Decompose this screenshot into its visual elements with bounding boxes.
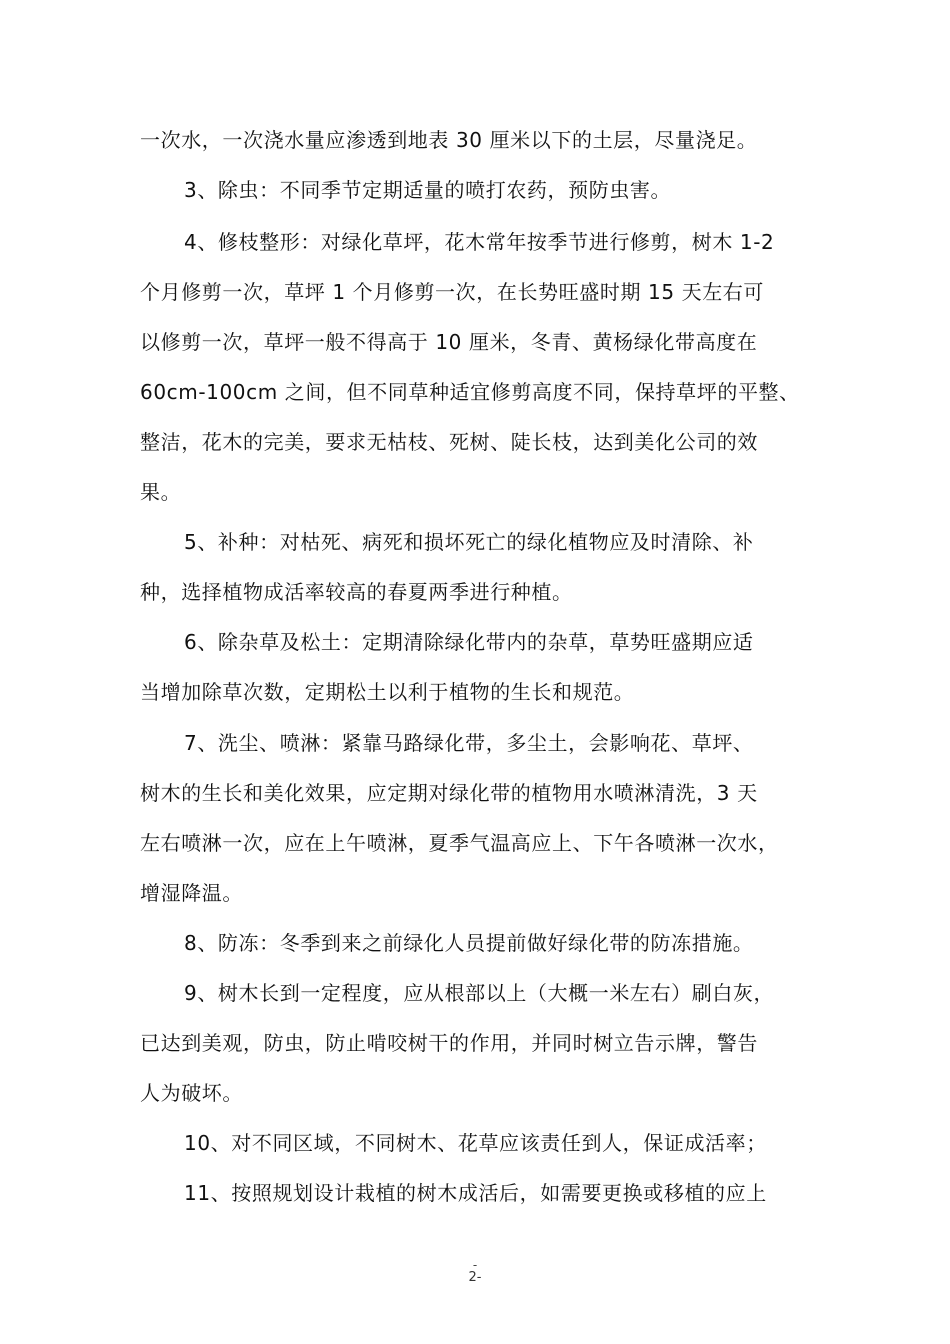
item-4-pruning: 4、修枝整形：对绿化草坪，花木常年按季节进行修剪，树木 1-2 — [184, 230, 775, 254]
body-text-line: 一次水，一次浇水量应渗透到地表 30 厘米以下的土层，尽量浇足。 — [140, 128, 758, 152]
body-text-line: 人为破坏。 — [140, 1081, 243, 1105]
footer-dash: - — [472, 1258, 478, 1272]
body-text-line: 增湿降温。 — [140, 881, 243, 905]
body-text-line: 果。 — [140, 480, 182, 504]
item-6-weeding: 6、除杂草及松土：定期清除绿化带内的杂草，草势旺盛期应适 — [184, 630, 754, 654]
item-11-replacement: 11、按照规划设计栽植的树木成活后，如需要更换或移植的应上 — [184, 1181, 767, 1205]
body-text-line: 已达到美观，防虫，防止啃咬树干的作用，并同时树立告示牌，警告 — [140, 1031, 758, 1055]
item-5-replanting: 5、补种：对枯死、病死和损坏死亡的绿化植物应及时清除、补 — [184, 530, 754, 554]
body-text-line: 树木的生长和美化效果，应定期对绿化带的植物用水喷淋清洗，3 天 — [140, 781, 758, 805]
item-3-pest-control: 3、除虫：不同季节定期适量的喷打农药，预防虫害。 — [184, 178, 672, 202]
body-text-line: 60cm-100cm 之间，但不同草种适宜修剪高度不同，保持草坪的平整、 — [140, 380, 800, 404]
body-text-line: 当增加除草次数，定期松土以利于植物的生长和规范。 — [140, 680, 635, 704]
item-10-responsibility: 10、对不同区域，不同树木、花草应该责任到人，保证成活率； — [184, 1131, 767, 1155]
body-text-line: 整洁，花木的完美，要求无枯枝、死树、陡长枝，达到美化公司的效 — [140, 430, 758, 454]
item-7-washing: 7、洗尘、喷淋：紧靠马路绿化带，多尘土，会影响花、草坪、 — [184, 731, 754, 755]
body-text-line: 种，选择植物成活率较高的春夏两季进行种植。 — [140, 580, 573, 604]
body-text-line: 左右喷淋一次，应在上午喷淋，夏季气温高应上、下午各喷淋一次水， — [140, 831, 779, 855]
body-text-line: 以修剪一次，草坪一般不得高于 10 厘米，冬青、黄杨绿化带高度在 — [140, 330, 758, 354]
page-number: 2- — [468, 1270, 482, 1285]
body-text-line: 个月修剪一次，草坪 1 个月修剪一次，在长势旺盛时期 15 天左右可 — [140, 280, 765, 304]
item-9-tree-whitewash: 9、树木长到一定程度，应从根部以上（大概一米左右）刷白灰， — [184, 981, 775, 1005]
item-8-frost-protection: 8、防冻：冬季到来之前绿化人员提前做好绿化带的防冻措施。 — [184, 931, 754, 955]
